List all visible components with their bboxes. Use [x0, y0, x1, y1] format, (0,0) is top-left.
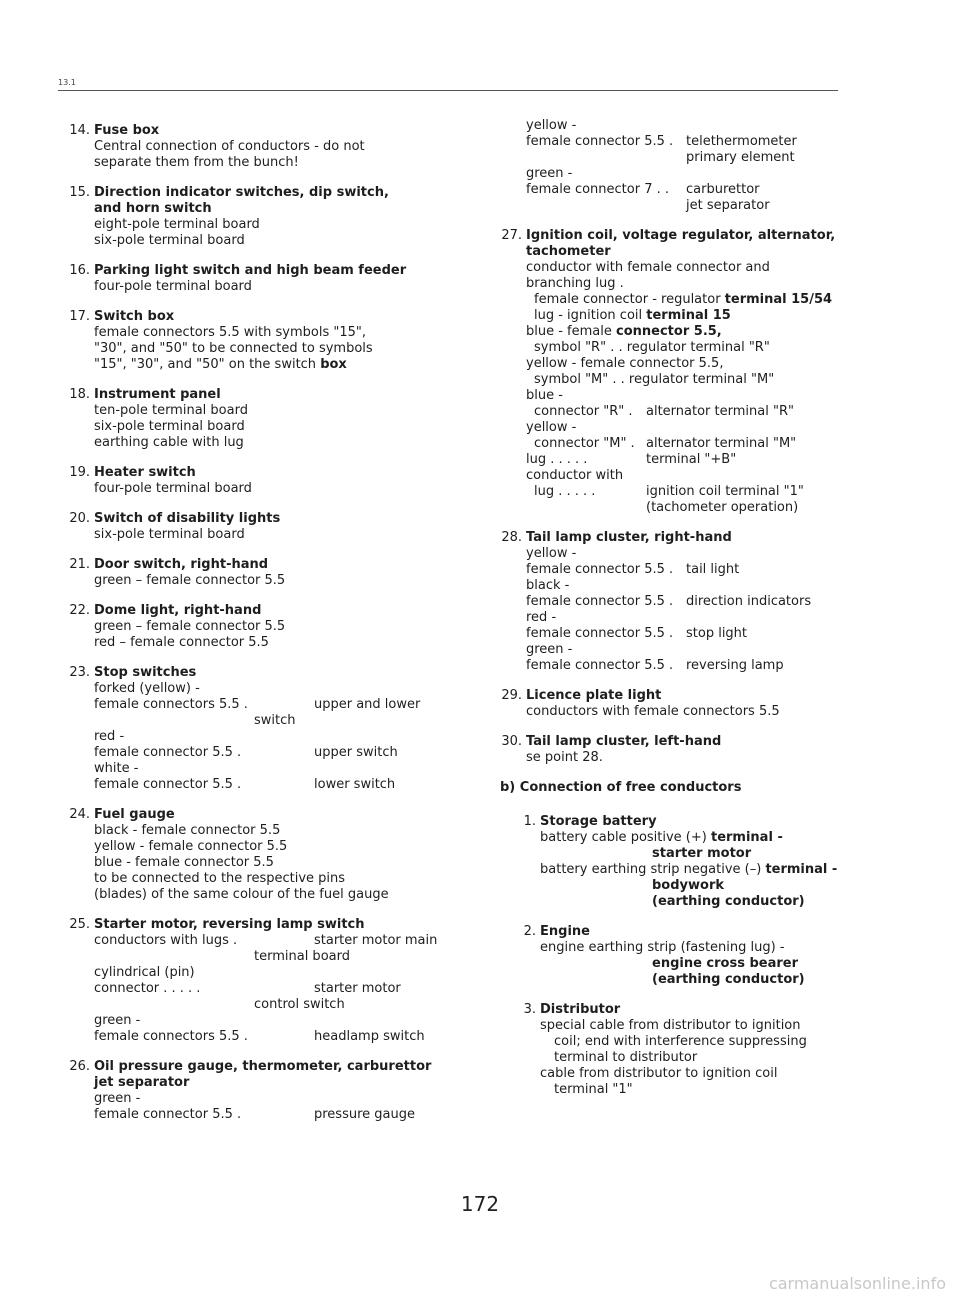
item-line: (earthing conductor): [652, 894, 805, 909]
item-line: blue - female connector 5.5: [94, 855, 274, 870]
list-item: [500, 530, 850, 674]
item-number: 27.: [501, 228, 522, 243]
item-line: four-pole terminal board: [94, 279, 252, 294]
item-title: jet separator: [94, 1075, 190, 1090]
connection-row: [526, 134, 850, 150]
item-line: yellow -: [526, 420, 577, 435]
list-item: [500, 118, 850, 214]
list-item: [500, 1002, 850, 1098]
item-line: black -: [526, 578, 570, 593]
connector-label: female connector 5.5 .: [526, 562, 674, 577]
item-text: female connector - regulator: [534, 292, 725, 307]
left-column: [68, 123, 468, 1137]
item-line: [94, 357, 468, 373]
item-line: white -: [94, 761, 139, 776]
connector-label: connector "M" .: [534, 436, 635, 451]
item-line: green -: [94, 1091, 141, 1106]
item-number: 22.: [69, 603, 90, 618]
item-title: Fuse box: [94, 123, 160, 138]
item-line: black - female connector 5.5: [94, 823, 281, 838]
item-line: six-pole terminal board: [94, 233, 245, 248]
item-text-bold: box: [320, 357, 347, 372]
connection-row: [526, 658, 850, 674]
item-text-bold: connector 5.5,: [616, 324, 722, 339]
connector-label: female connector 5.5 .: [94, 777, 242, 792]
connection-row: [94, 697, 468, 713]
item-title: Fuel gauge: [94, 807, 175, 822]
connection-row: [94, 745, 468, 761]
item-title: Starter motor, reversing lamp switch: [94, 917, 365, 932]
item-line: engine earthing strip (fastening lug) -: [540, 940, 785, 955]
item-line: green – female connector 5.5: [94, 573, 286, 588]
item-title: Storage battery: [540, 814, 657, 829]
list-item: [68, 557, 468, 589]
connector-label: connector "R" .: [534, 404, 633, 419]
item-line: separate them from the bunch!: [94, 155, 299, 170]
item-line: ten-pole terminal board: [94, 403, 248, 418]
item-title: Tail lamp cluster, left-hand: [526, 734, 722, 749]
destination-label: ignition coil terminal "1": [646, 484, 804, 499]
item-text: battery earthing strip negative (–): [540, 862, 766, 877]
item-number: 30.: [501, 734, 522, 749]
list-item: [68, 917, 468, 1045]
item-number: 16.: [69, 263, 90, 278]
item-line: [540, 830, 850, 846]
list-item: [500, 228, 850, 516]
item-line: symbol "R" . . regulator terminal "R": [534, 340, 770, 355]
item-text-bold: terminal 15: [646, 308, 731, 323]
item-text-bold: terminal -: [710, 830, 783, 845]
item-line: yellow -: [526, 546, 577, 561]
connector-label: connector . . . . .: [94, 981, 201, 996]
destination-label: alternator terminal "R": [646, 404, 794, 419]
item-number: 15.: [69, 185, 90, 200]
item-line: conductor with: [526, 468, 624, 483]
connector-label: lug . . . . .: [534, 484, 596, 499]
item-number: 24.: [69, 807, 90, 822]
item-line: cylindrical (pin): [94, 965, 195, 980]
connection-row: [526, 594, 850, 610]
destination-label: direction indicators: [686, 594, 812, 609]
item-line: forked (yellow) -: [94, 681, 200, 696]
list-item: [68, 665, 468, 793]
item-title: Tail lamp cluster, right-hand: [526, 530, 732, 545]
item-line: starter motor: [652, 846, 752, 861]
item-line: yellow -: [526, 118, 577, 133]
item-text-bold: terminal 15/54: [724, 292, 833, 307]
list-item: [500, 688, 850, 720]
list-item: [500, 924, 850, 988]
item-line: earthing cable with lug: [94, 435, 244, 450]
page-number: 172: [460, 1192, 500, 1216]
item-line: control switch: [254, 997, 345, 1012]
item-line: terminal board: [254, 949, 350, 964]
item-line: four-pole terminal board: [94, 481, 252, 496]
item-number: 23.: [69, 665, 90, 680]
item-number: 17.: [69, 309, 90, 324]
connector-label: female connectors 5.5 .: [94, 697, 248, 712]
connector-label: lug . . . . .: [526, 452, 588, 467]
destination-label: starter motor: [314, 981, 401, 996]
item-line: blue -: [526, 388, 563, 403]
connector-label: female connector 5.5 .: [526, 626, 674, 641]
item-text: "15", "30", and "50" on the switch: [94, 357, 321, 372]
item-line: jet separator: [686, 198, 770, 213]
destination-label: telethermometer: [686, 134, 797, 149]
item-number: 1.: [523, 814, 536, 829]
item-title: Oil pressure gauge, thermometer, carburettor: [94, 1059, 432, 1074]
item-title: Switch of disability lights: [94, 511, 281, 526]
item-number: 26.: [69, 1059, 90, 1074]
item-title: Direction indicator switches, dip switch,: [94, 185, 389, 200]
item-line: [526, 292, 850, 308]
item-line: (blades) of the same colour of the fuel gauge: [94, 887, 389, 902]
item-line: (earthing conductor): [652, 972, 805, 987]
destination-label: alternator terminal "M": [646, 436, 797, 451]
item-title: and horn switch: [94, 201, 212, 216]
item-title: Licence plate light: [526, 688, 662, 703]
item-number: 14.: [69, 123, 90, 138]
item-line: six-pole terminal board: [94, 527, 245, 542]
item-line: branching lug .: [526, 276, 624, 291]
list-item: [68, 511, 468, 543]
item-text-bold: terminal -: [765, 862, 838, 877]
item-line: yellow - female connector 5.5,: [526, 356, 724, 371]
item-text: battery cable positive (+): [540, 830, 711, 845]
section-number: 13.1: [58, 78, 76, 87]
item-title: Parking light switch and high beam feeder: [94, 263, 407, 278]
connection-row: [94, 777, 468, 793]
item-text: blue - female: [526, 324, 617, 339]
list-item: [68, 185, 468, 249]
connection-row: [94, 1029, 468, 1045]
item-number: 20.: [69, 511, 90, 526]
item-line: engine cross bearer: [652, 956, 799, 971]
connector-label: female connectors 5.5 .: [94, 1029, 248, 1044]
connector-label: female connector 5.5 .: [526, 594, 674, 609]
item-text: lug - ignition coil: [534, 308, 647, 323]
item-line: coil; end with interference suppressing: [554, 1034, 807, 1049]
list-item: [68, 1059, 468, 1123]
item-line: special cable from distributor to ignition: [540, 1018, 801, 1033]
list-item: [68, 807, 468, 903]
item-line: red – female connector 5.5: [94, 635, 269, 650]
destination-label: starter motor main: [314, 933, 438, 948]
item-number: 25.: [69, 917, 90, 932]
connection-row: [526, 182, 850, 198]
item-line: cable from distributor to ignition coil: [540, 1066, 778, 1081]
item-line: six-pole terminal board: [94, 419, 245, 434]
list-item: [68, 123, 468, 171]
destination-label: carburettor: [686, 182, 760, 197]
item-number: 28.: [501, 530, 522, 545]
item-line: symbol "M" . . regulator terminal "M": [534, 372, 775, 387]
section-heading: b) Connection of free conductors: [500, 780, 742, 795]
free-conductors-list: [500, 814, 850, 1098]
item-number: 19.: [69, 465, 90, 480]
item-title: Stop switches: [94, 665, 197, 680]
item-line: eight-pole terminal board: [94, 217, 260, 232]
item-line: switch: [254, 713, 296, 728]
destination-label: headlamp switch: [314, 1029, 425, 1044]
connector-label: female connector 5.5 .: [526, 658, 674, 673]
list-item: [68, 465, 468, 497]
list-item: [68, 387, 468, 451]
item-line: (tachometer operation): [646, 500, 799, 515]
destination-label: terminal "+B": [646, 452, 737, 467]
connector-label: conductors with lugs .: [94, 933, 238, 948]
item-line: conductors with female connectors 5.5: [526, 704, 780, 719]
destination-label: upper switch: [314, 745, 398, 760]
connector-label: female connector 5.5 .: [526, 134, 674, 149]
item-line: primary element: [686, 150, 795, 165]
list-item: [500, 814, 850, 910]
connection-row: [526, 562, 850, 578]
right-column: [500, 118, 850, 1112]
connection-row: [526, 626, 850, 642]
connection-row: [94, 981, 468, 997]
item-line: green -: [526, 166, 573, 181]
connector-label: female connector 5.5 .: [94, 1107, 242, 1122]
item-title: Distributor: [540, 1002, 621, 1017]
item-line: [526, 308, 850, 324]
destination-label: upper and lower: [314, 697, 421, 712]
list-item: [500, 734, 850, 766]
item-line: red -: [94, 729, 125, 744]
list-item: [68, 263, 468, 295]
connection-row: [526, 452, 850, 468]
item-line: terminal to distributor: [554, 1050, 698, 1065]
item-line: green – female connector 5.5: [94, 619, 286, 634]
item-line: conductor with female connector and: [526, 260, 770, 275]
item-line: green -: [94, 1013, 141, 1028]
item-title: Ignition coil, voltage regulator, alternator,: [526, 228, 836, 243]
connection-row: [526, 436, 850, 452]
header-rule: [58, 90, 838, 91]
connector-label: female connector 7 . .: [526, 182, 669, 197]
item-title: Switch box: [94, 309, 175, 324]
connection-row: [526, 484, 850, 500]
item-title: Dome light, right-hand: [94, 603, 262, 618]
item-line: green -: [526, 642, 573, 657]
destination-label: reversing lamp: [686, 658, 784, 673]
item-line: red -: [526, 610, 557, 625]
item-line: terminal "1": [554, 1082, 633, 1097]
item-line: "30", and "50" to be connected to symbols: [94, 341, 373, 356]
item-line: [540, 862, 850, 878]
item-title: Engine: [540, 924, 590, 939]
item-title: Heater switch: [94, 465, 196, 480]
item-line: bodywork: [652, 878, 725, 893]
connection-row: [94, 1107, 468, 1123]
list-item: [68, 309, 468, 373]
item-title: tachometer: [526, 244, 611, 259]
item-number: 21.: [69, 557, 90, 572]
item-number: 2.: [523, 924, 536, 939]
destination-label: tail light: [686, 562, 740, 577]
item-number: 29.: [501, 688, 522, 703]
item-title: Instrument panel: [94, 387, 221, 402]
watermark: carmanualsonline.info: [768, 1274, 946, 1293]
item-line: [526, 324, 850, 340]
item-line: Central connection of conductors - do not: [94, 139, 365, 154]
item-number: 3.: [523, 1002, 536, 1017]
connector-label: female connector 5.5 .: [94, 745, 242, 760]
connection-row: [526, 404, 850, 420]
destination-label: pressure gauge: [314, 1107, 415, 1122]
list-item: [68, 603, 468, 651]
item-line: se point 28.: [526, 750, 603, 765]
item-line: female connectors 5.5 with symbols "15",: [94, 325, 366, 340]
destination-label: stop light: [686, 626, 748, 641]
destination-label: lower switch: [314, 777, 396, 792]
item-title: Door switch, right-hand: [94, 557, 269, 572]
item-line: to be connected to the respective pins: [94, 871, 346, 886]
connection-row: [94, 933, 468, 949]
item-line: yellow - female connector 5.5: [94, 839, 288, 854]
item-number: 18.: [69, 387, 90, 402]
